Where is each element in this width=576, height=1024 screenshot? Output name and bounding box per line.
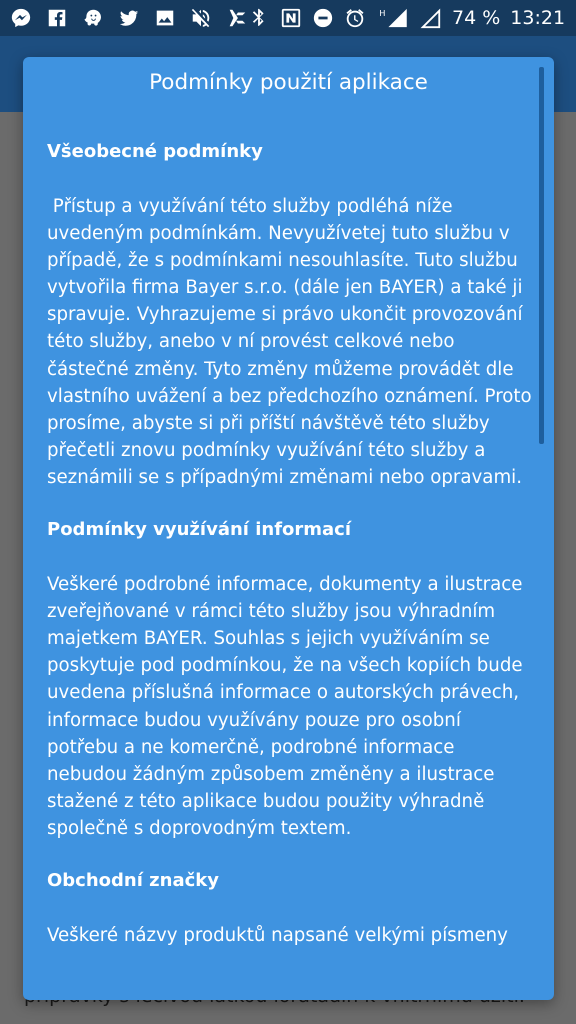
- facebook-icon: [46, 7, 68, 29]
- twitter-icon: [118, 7, 140, 29]
- nfc-icon: [280, 7, 302, 29]
- terms-dialog: [23, 57, 554, 1000]
- status-notifications: [10, 7, 248, 29]
- network-type: H: [379, 8, 386, 19]
- mute-icon: [190, 7, 212, 29]
- waze-icon: [82, 7, 104, 29]
- wifi-off-icon: [420, 7, 442, 29]
- dialog-title: Podmínky použití aplikace: [149, 70, 428, 95]
- clock: 13:21: [510, 7, 566, 29]
- alarm-icon: [344, 7, 366, 29]
- do-not-disturb-icon: [312, 7, 334, 29]
- signal-icon: [376, 7, 410, 29]
- status-bar: [0, 0, 576, 36]
- gallery-icon: [154, 7, 176, 29]
- check-icon: [226, 7, 248, 29]
- section-text-trademarks: Veškeré názvy produktů napsané velkými písmeny: [47, 924, 508, 946]
- section-heading-general: Všeobecné podmínky: [47, 141, 263, 162]
- section-text-general: Přístup a využívání této služby podléhá níže uvedeným podmínkám. Nevyužívetej tuto službu v případě, že s podmínkami nesouhlasíte. Tuto službu vytvořila firma Bayer s.r.o. (dále jen BAYER) a také ji spravuje. Vyhrazujeme si právo ukončit provozování této služby, anebo v ní provést celkové nebo částečné změny. Tyto změny můžeme provádět dle vlastního uvážení a bez předchozího oznámení. Proto prosíme, abyste si při příští návštěvě této služby přečetli znovu podmínky využívání této služby a seznámili se s případnými změnami nebo opravami.: [47, 196, 538, 488]
- status-system: [248, 7, 565, 29]
- battery-level: 74 %: [452, 7, 501, 29]
- messenger-icon: [10, 7, 32, 29]
- section-heading-information: Podmínky využívání informací: [47, 519, 352, 541]
- section-text-information: Veškeré podrobné informace, dokumenty a ilustrace zveřejňované v rámci této služby jsou výhradním majetkem BAYER. Souhlas s jejich využíváním se poskytuje pod podmínkou, že na všech kopiích bude uvedena příslušná informace o autorských právech, informace budou využívány pouze pro osobní potřebu a ne komerčně, podrobné informace nebudou žádným způsobem změněny a ilustrace stažené z této aplikace budou použity výhradně společně s doprovodným textem.: [47, 574, 529, 839]
- scrollbar-thumb[interactable]: [539, 67, 544, 444]
- terms-scroll-area[interactable]: [23, 127, 554, 1000]
- bluetooth-icon: [248, 7, 270, 29]
- section-heading-trademarks: Obchodní značky: [47, 869, 219, 891]
- terms-content: [47, 127, 537, 949]
